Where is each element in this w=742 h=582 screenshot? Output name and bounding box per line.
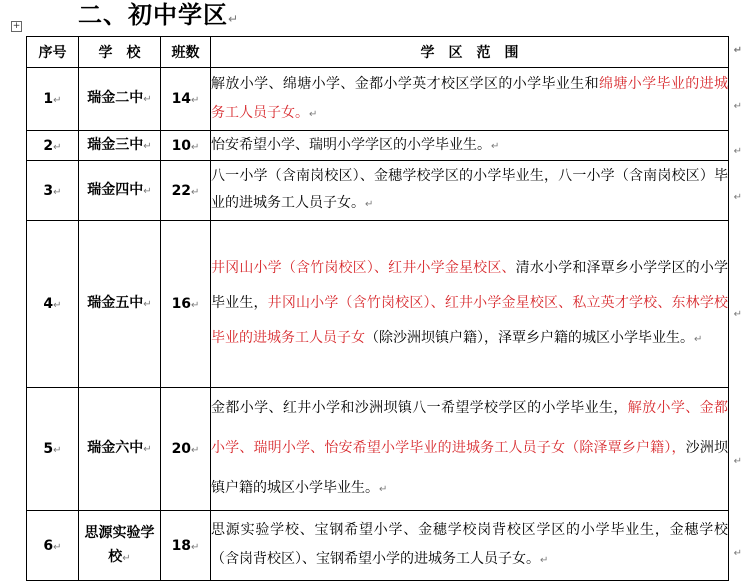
header-school: 学 校: [79, 37, 161, 68]
table-move-handle-icon[interactable]: +: [12, 21, 21, 31]
scope-text-segment: 八一小学（含南岗校区）、金穗学校学区的小学毕业生，八一小学（含南岗校区）毕业的进城务工人员子女。: [211, 168, 728, 211]
scope-text-segment: 沙洲坝镇户籍的城区小学毕业生。: [211, 440, 729, 496]
table-row: [27, 511, 729, 581]
scope-text-segment: （除沙洲坝镇户籍），泽覃乡户籍的城区小学毕业生。: [365, 330, 694, 346]
row-seq: 2↵: [27, 131, 79, 161]
section-heading: 二、初中学区↵: [78, 1, 240, 29]
row-seq: 6↵: [27, 511, 79, 581]
school-district-table: [26, 36, 742, 581]
scope-text-segment: 解放小学、绵塘小学、金都小学英才校区学区的小学毕业生和: [211, 75, 600, 92]
row-school-name: 瑞金五中↵: [79, 221, 161, 388]
row-class-count: 20↵: [161, 388, 211, 511]
row-seq: 5↵: [27, 388, 79, 511]
row-seq: 3↵: [27, 161, 79, 221]
scope-text-segment: 金都小学、红井小学和沙洲坝镇八一希望学校学区的小学毕业生，: [211, 400, 628, 416]
scope-text-segment: 思源实验学校、宝钢希望小学、金穗学校岗背校区学区的小学毕业生，金穗学校（含岗背校区）、宝钢希望小学的进城务工人员子女。: [211, 522, 728, 567]
table-row: [27, 68, 729, 131]
row-district-scope: 解放小学、绵塘小学、金都小学英才校区学区的小学毕业生和绵塘小学毕业的进城务工人员子女。↵ ↵: [211, 68, 729, 131]
row-school-name: 瑞金四中↵: [79, 161, 161, 221]
header-area: 学 区 范 围 ↵: [211, 37, 729, 68]
table-row: [27, 221, 729, 388]
row-district-scope: 金都小学、红井小学和沙洲坝镇八一希望学校学区的小学毕业生，解放小学、金都小学、瑞明小学、怡安希望小学毕业的进城务工人员子女（除泽覃乡户籍），沙洲坝镇户籍的城区小学毕业生。↵ ↵: [211, 388, 729, 511]
row-seq: 1↵: [27, 68, 79, 131]
row-school-name: 瑞金三中↵: [79, 131, 161, 161]
row-seq: 4↵: [27, 221, 79, 388]
row-class-count: 22↵: [161, 161, 211, 221]
row-school-name: 瑞金六中↵: [79, 388, 161, 511]
row-district-scope: 八一小学（含南岗校区）、金穗学校学区的小学毕业生，八一小学（含南岗校区）毕业的进城务工人员子女。↵ ↵: [211, 161, 729, 221]
row-district-scope: 怡安希望小学、瑞明小学学区的小学毕业生。↵ ↵: [211, 131, 729, 161]
scope-text-segment: 绵塘小学毕业的进城务工人员子女。: [211, 75, 729, 121]
row-district-scope: 思源实验学校、宝钢希望小学、金穗学校岗背校区学区的小学毕业生，金穗学校（含岗背校区）、宝钢希望小学的进城务工人员子女。↵ ↵: [211, 511, 729, 581]
header-classes: 班数: [161, 37, 211, 68]
row-class-count: 18↵: [161, 511, 211, 581]
scope-text-segment: 清水小学和泽覃乡小学学区的小学毕业生，: [211, 260, 729, 311]
scope-text-segment: 解放小学、金都小学、瑞明小学、怡安希望小学毕业的进城务工人员子女（除泽覃乡户籍），: [211, 400, 729, 456]
row-school-name: 瑞金二中↵: [79, 68, 161, 131]
header-seq: 序号: [27, 37, 79, 68]
table-row: [27, 131, 729, 161]
scope-text-segment: 井冈山小学（含竹岗校区）、红井小学金星校区、私立英才学校、东林学校毕业的进城务工人员子女: [211, 295, 729, 346]
row-class-count: 10↵: [161, 131, 211, 161]
row-class-count: 14↵: [161, 68, 211, 131]
row-district-scope: 井冈山小学（含竹岗校区）、红井小学金星校区、清水小学和泽覃乡小学学区的小学毕业生，井冈山小学（含竹岗校区）、红井小学金星校区、私立英才学校、东林学校毕业的进城务工人员子女（除沙洲坝镇户籍），泽覃乡户籍的城区小学毕业生。↵ ↵: [211, 221, 729, 388]
table-header-row: [27, 37, 729, 68]
scope-text-segment: 井冈山小学（含竹岗校区）、红井小学金星校区、: [211, 260, 516, 276]
row-class-count: 16↵: [161, 221, 211, 388]
table-row: [27, 388, 729, 511]
table-row: [27, 161, 729, 221]
row-school-name: 思源实验学校↵: [79, 511, 161, 581]
scope-text-segment: 怡安希望小学、瑞明小学学区的小学毕业生。: [211, 136, 491, 153]
